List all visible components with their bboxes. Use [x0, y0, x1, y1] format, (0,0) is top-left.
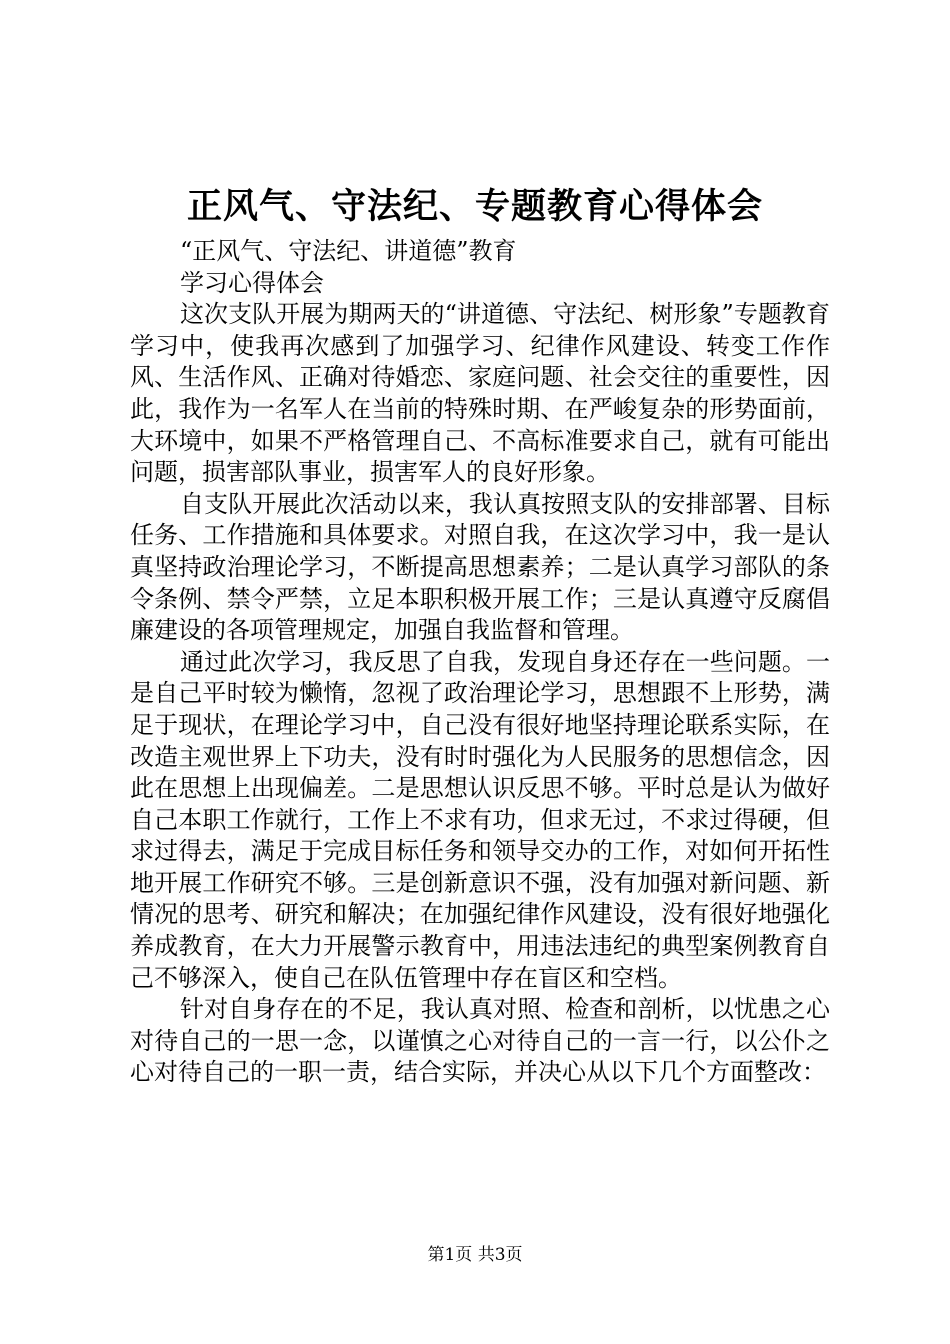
body-paragraph-3: 通过此次学习，我反思了自我，发现自身还存在一些问题。一是自己平时较为懒惰，忽视了政治理论学习，思想跟不上形势，满足于现状，在理论学习中，自己没有很好地坚持理论联系实际，在改造主观世界上下功夫，没有时时强化为人民服务的思想信念，因此在思想上出现偏差。二是思想认识反思不够。平时总是认为做好自己本职工作就行，工作上不求有功，但求无过，不求过得硬，但求过得去，满足于完成目标任务和领导交办的工作，对如何开拓性地开展工作研究不够。三是创新意识不强，没有加强对新问题、新情况的思考、研究和解决；在加强纪律作风建设，没有很好地强化养成教育，在大力开展警示教育中，用违法违纪的典型案例教育自己不够深入，使自己在队伍管理中存在盲区和空档。	[130, 647, 830, 992]
body-paragraph-4: 针对自身存在的不足，我认真对照、检查和剖析，以忧患之心对待自己的一思一念，以谨慎之心对待自己的一言一行，以公仆之心对待自己的一职一责，结合实际，并决心从以下几个方面整改：	[130, 995, 830, 1087]
body-paragraph-2: 自支队开展此次活动以来，我认真按照支队的安排部署、目标任务、工作措施和具体要求。对照自我，在这次学习中，我一是认真坚持政治理论学习，不断提高思想素养；二是认真学习部队的条令条例、禁令严禁，立足本职积极开展工作；三是认真遵守反腐倡廉建设的各项管理规定，加强自我监督和管理。	[130, 489, 830, 645]
document-title: 正风气、守法纪、专题教育心得体会	[186, 186, 763, 227]
subheading-line-1: “正风气、守法纪、讲道德”教育	[180, 237, 517, 265]
subheading-line-2: 学习心得体会	[180, 268, 324, 297]
document-body	[130, 236, 830, 1089]
body-paragraph-1: 这次支队开展为期两天的“讲道德、守法纪、树形象”专题教育学习中，使我再次感到了加强学习、纪律作风建设、转变工作作风、生活作风、正确对待婚恋、家庭问题、社会交往的重要性，因此，我作为一名军人在当前的特殊时期、在严峻复杂的形势面前，大环境中，如果不严格管理自己、不高标准要求自己，就有可能出问题，损害部队事业，损害军人的良好形象。	[130, 300, 830, 487]
page-number-footer: 第1页 共3页	[427, 1245, 523, 1265]
